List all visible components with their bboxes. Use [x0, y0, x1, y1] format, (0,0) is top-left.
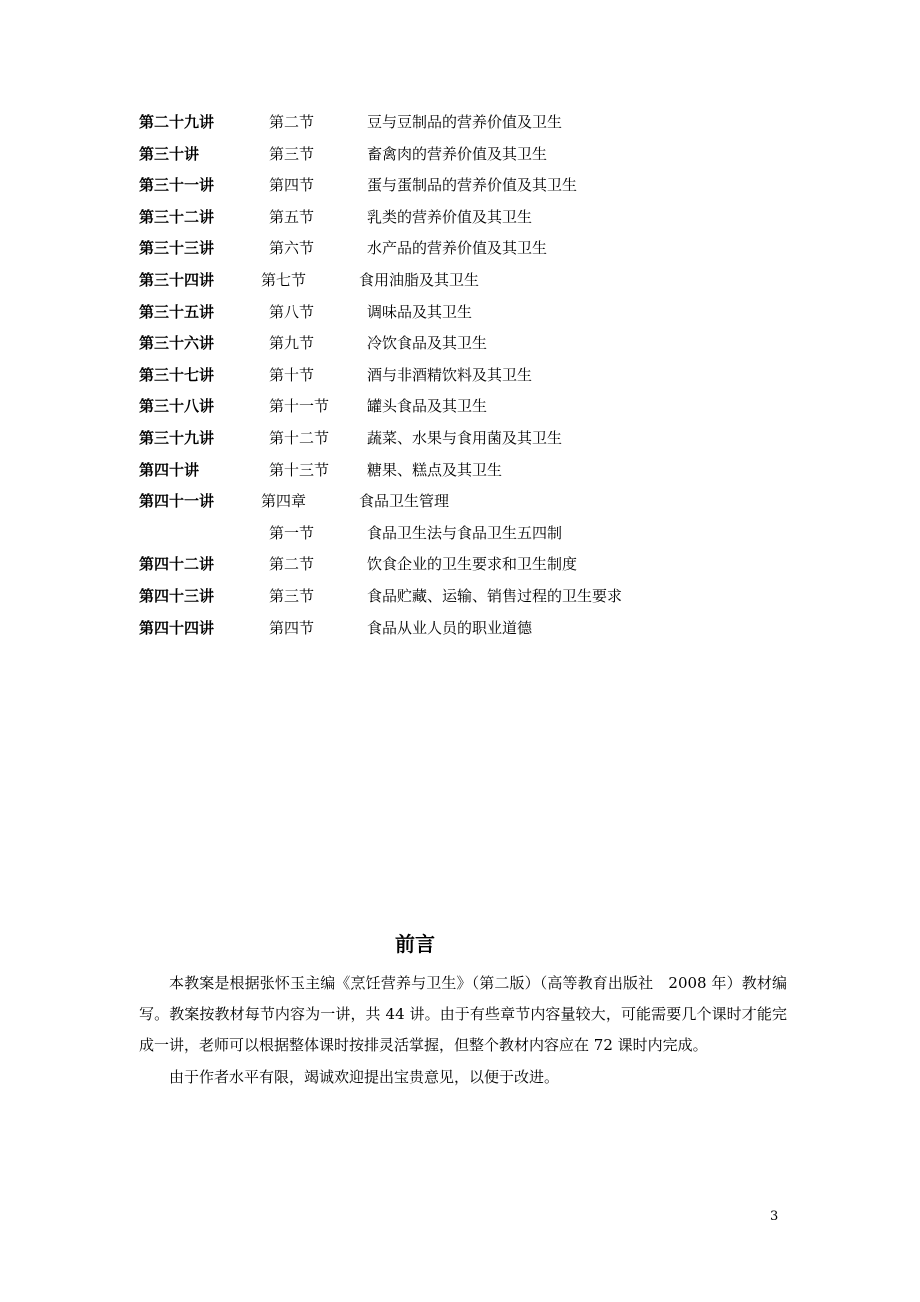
toc-lecture: 第四十四讲 [139, 618, 215, 637]
toc-title: 食品贮藏、运输、销售过程的卫生要求 [367, 586, 623, 605]
toc-row [0, 391, 920, 423]
toc-lecture: 第四十二讲 [139, 555, 215, 574]
page-number: 3 [770, 1209, 779, 1224]
toc-row [0, 265, 920, 297]
toc-lecture: 第三十五讲 [139, 302, 215, 321]
toc-section: 第九节 [269, 334, 315, 353]
toc-section: 第六节 [269, 239, 315, 258]
toc-section: 第十一节 [269, 397, 330, 416]
preface-paragraph: 由于作者水平有限，竭诚欢迎提出宝贵意见，以便于改进。 [169, 1067, 560, 1086]
toc-lecture: 第三十八讲 [139, 397, 215, 416]
toc-title: 饮食企业的卫生要求和卫生制度 [367, 555, 578, 574]
toc-section: 第十二节 [269, 428, 330, 447]
toc-row [0, 360, 920, 392]
toc-title: 冷饮食品及其卫生 [367, 334, 488, 353]
toc-lecture: 第二十九讲 [139, 113, 215, 131]
toc-title: 水产品的营养价值及其卫生 [367, 239, 548, 258]
toc-row [0, 328, 920, 360]
toc-lecture: 第四十三讲 [139, 586, 215, 605]
toc-lecture: 第三十三讲 [139, 239, 215, 258]
preface-heading: 前言 [395, 932, 435, 956]
toc-lecture: 第三十一讲 [139, 176, 215, 195]
toc-section: 第三节 [269, 144, 315, 163]
toc-section: 第八节 [269, 302, 315, 321]
toc-section: 第一节 [269, 523, 315, 542]
toc-title: 食品卫生管理 [359, 492, 450, 511]
toc-section: 第四节 [269, 618, 315, 637]
toc-title: 罐头食品及其卫生 [367, 397, 488, 416]
toc-lecture: 第三十九讲 [139, 428, 215, 447]
table-of-contents [0, 107, 920, 644]
toc-title: 食品从业人员的职业道德 [367, 618, 533, 637]
toc-lecture: 第三十七讲 [139, 365, 215, 384]
toc-lecture: 第三十二讲 [139, 207, 215, 226]
toc-section: 第四节 [269, 176, 315, 195]
toc-title: 调味品及其卫生 [367, 302, 473, 321]
toc-title: 蔬菜、水果与食用菌及其卫生 [367, 428, 563, 447]
toc-row [0, 581, 920, 613]
toc-lecture: 第三十六讲 [139, 334, 215, 353]
toc-title: 豆与豆制品的营养价值及卫生 [367, 113, 563, 131]
toc-row [0, 139, 920, 171]
toc-section: 第二节 [269, 555, 315, 574]
toc-section: 第四章 [261, 492, 307, 511]
toc-row [0, 107, 920, 139]
toc-section: 第五节 [269, 207, 315, 226]
toc-title: 糖果、糕点及其卫生 [367, 460, 503, 479]
toc-lecture: 第三十讲 [139, 144, 200, 163]
toc-section: 第十节 [269, 365, 315, 384]
toc-row [0, 613, 920, 645]
toc-section: 第十三节 [269, 460, 330, 479]
preface-body [139, 968, 787, 1093]
toc-row [0, 455, 920, 487]
preface-paragraph: 本教案是根据张怀玉主编《烹饪营养与卫生》（第二版）（高等教育出版社 2008 年）教材编写。教案按教材每节内容为一讲，共 44 讲。由于有些章节内容量较大，可能需要几个课时才能完成一讲，老师可以根据整体课时按排灵活掌握，但整个教材内容应在 72 课时内完成。 [139, 974, 787, 1055]
toc-lecture: 第四十一讲 [139, 492, 215, 511]
toc-row [0, 486, 920, 518]
toc-lecture: 第四十讲 [139, 460, 200, 479]
toc-section: 第二节 [269, 113, 315, 131]
toc-title: 蛋与蛋制品的营养价值及其卫生 [367, 176, 578, 195]
toc-row [0, 233, 920, 265]
toc-title: 乳类的营养价值及其卫生 [367, 207, 533, 226]
toc-title: 畜禽肉的营养价值及其卫生 [367, 144, 548, 163]
toc-title: 酒与非酒精饮料及其卫生 [367, 365, 533, 384]
toc-title: 食品卫生法与食品卫生五四制 [367, 523, 563, 542]
toc-row [0, 549, 920, 581]
toc-title: 食用油脂及其卫生 [359, 270, 480, 289]
toc-row [0, 202, 920, 234]
toc-row [0, 170, 920, 202]
toc-lecture: 第三十四讲 [139, 270, 215, 289]
toc-section: 第三节 [269, 586, 315, 605]
toc-section: 第七节 [261, 270, 307, 289]
toc-row [0, 297, 920, 329]
toc-row [0, 518, 920, 550]
toc-row [0, 423, 920, 455]
